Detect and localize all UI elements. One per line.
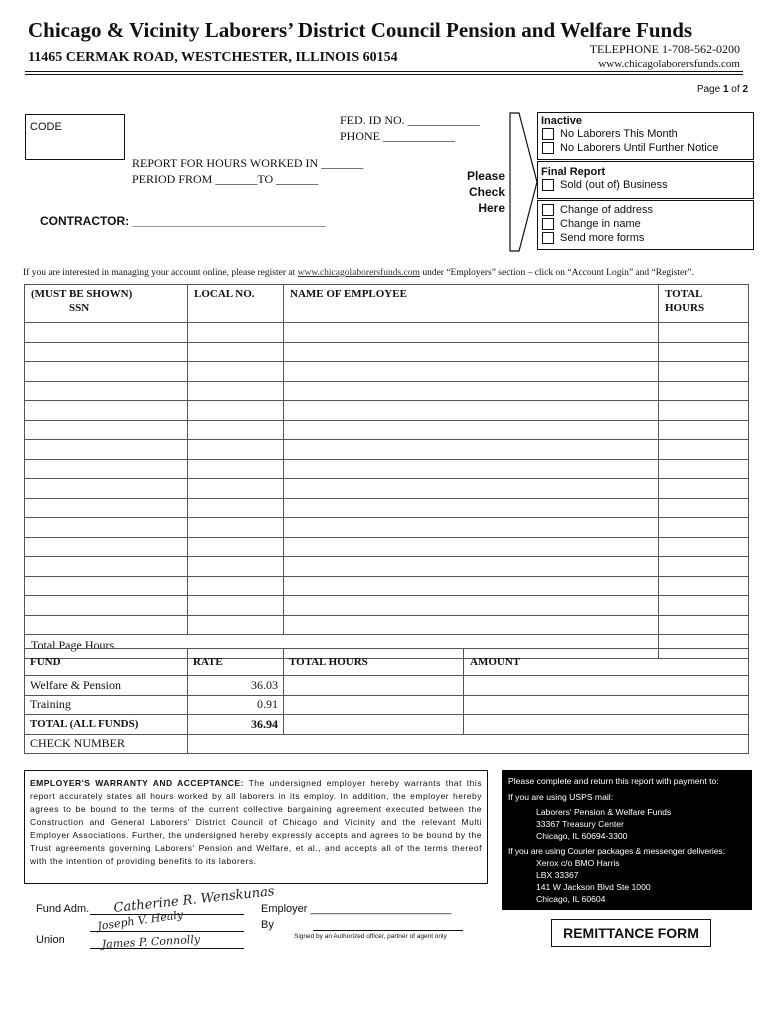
hours-cell[interactable] — [659, 342, 749, 362]
fund-name: Welfare & Pension — [25, 676, 188, 696]
name-cell[interactable] — [284, 537, 659, 557]
local-cell[interactable] — [188, 615, 284, 635]
page-number: Page 1 of 2 — [696, 84, 748, 95]
period-field[interactable]: PERIOD FROM _______TO _______ — [132, 172, 319, 186]
local-cell[interactable] — [188, 557, 284, 577]
table-row — [25, 479, 749, 499]
local-cell[interactable] — [188, 342, 284, 362]
hours-cell[interactable] — [659, 459, 749, 479]
name-cell[interactable] — [284, 596, 659, 616]
name-cell[interactable] — [284, 498, 659, 518]
local-cell[interactable] — [188, 420, 284, 440]
register-note: If you are interested in managing your account online, please register at www.chicagolaborersfunds.com under “Employers” section – click on “Account Login” and “Register”. — [23, 268, 695, 278]
local-cell[interactable] — [188, 576, 284, 596]
ssn-cell[interactable] — [25, 596, 188, 616]
hours-cell[interactable] — [659, 518, 749, 538]
table-row — [25, 459, 749, 479]
name-cell[interactable] — [284, 401, 659, 421]
code-label: CODE — [30, 121, 62, 133]
table-row — [25, 401, 749, 421]
signature-note: Signed by an Authorized officer, partner of agent only — [294, 933, 447, 940]
by-label: By — [261, 919, 274, 931]
fund-header-row — [25, 649, 749, 676]
check-number-label: CHECK NUMBER — [25, 734, 188, 754]
hours-cell[interactable] — [659, 557, 749, 577]
ssn-cell[interactable] — [25, 401, 188, 421]
other-options-group — [537, 200, 754, 250]
table-row — [25, 342, 749, 362]
fed-id-field[interactable]: FED. ID NO. ____________ — [340, 113, 480, 127]
register-link[interactable]: www.chicagolaborersfunds.com — [297, 268, 420, 278]
total-hours-fund-header: TOTAL HOURS — [284, 649, 464, 676]
fund-amount-cell[interactable] — [464, 695, 749, 715]
header-rule-2 — [25, 74, 743, 75]
fund-rate: 36.94 — [188, 715, 284, 735]
local-cell[interactable] — [188, 459, 284, 479]
fund-header: FUND — [25, 649, 188, 676]
hours-cell[interactable] — [659, 479, 749, 499]
phone-field[interactable]: PHONE ____________ — [340, 129, 456, 143]
name-cell[interactable] — [284, 420, 659, 440]
arrow-right-icon — [509, 112, 539, 252]
ssn-cell[interactable] — [25, 323, 188, 343]
fund-name: Training — [25, 695, 188, 715]
telephone: TELEPHONE 1-708-562-0200 — [589, 42, 740, 56]
table-row — [25, 518, 749, 538]
fund-rate: 36.03 — [188, 676, 284, 696]
name-cell[interactable] — [284, 576, 659, 596]
name-cell[interactable] — [284, 381, 659, 401]
mailing-instructions: Please complete and return this report with payment to: If you are using USPS mail: Laborers' Pension & Welfare Funds 33367 Treasury Center Chicago, IL 60694-3300 If you are using Courier packages & messenger deliveries: Xerox c/o BMO Harris LBX 33367 141 W Jackson Blvd Ste 1000 Chicago, IL 60604 — [502, 770, 752, 910]
hours-cell[interactable] — [659, 323, 749, 343]
signature-1: Catherine R. Wenskunas — [112, 884, 276, 916]
name-cell[interactable] — [284, 323, 659, 343]
table-row — [25, 362, 749, 382]
name-header: NAME OF EMPLOYEE — [284, 285, 659, 323]
table-row — [25, 615, 749, 635]
ssn-cell[interactable] — [25, 362, 188, 382]
name-cell[interactable] — [284, 440, 659, 460]
local-cell[interactable] — [188, 401, 284, 421]
final-report-group: Final Report Sold (out of) Business — [537, 161, 754, 199]
name-cell[interactable] — [284, 518, 659, 538]
checkbox-no-laborers-until-further-notice[interactable]: No Laborers Until Further Notice — [538, 141, 753, 155]
table-row — [25, 557, 749, 577]
ssn-cell[interactable] — [25, 381, 188, 401]
table-row — [25, 576, 749, 596]
fund-table — [24, 648, 749, 754]
hours-cell[interactable] — [659, 615, 749, 635]
contractor-field[interactable]: CONTRACTOR: _____________________________ — [40, 214, 326, 228]
ssn-cell[interactable] — [25, 576, 188, 596]
name-cell[interactable] — [284, 459, 659, 479]
report-hours-field[interactable]: REPORT FOR HOURS WORKED IN _______ — [132, 156, 364, 170]
signature-3: James P. Connolly — [101, 932, 201, 951]
ssn-cell[interactable] — [25, 615, 188, 635]
name-cell[interactable] — [284, 342, 659, 362]
employer-field[interactable]: Employer _______________________ — [261, 903, 452, 915]
ssn-cell[interactable] — [25, 440, 188, 460]
hours-cell[interactable] — [659, 596, 749, 616]
remittance-form-label: REMITTANCE FORM — [551, 919, 711, 947]
total-hours-header: TOTAL HOURS — [659, 285, 749, 323]
ssn-cell[interactable] — [25, 342, 188, 362]
fund-hours-cell[interactable] — [284, 695, 464, 715]
table-row — [25, 440, 749, 460]
fund-hours-cell[interactable] — [284, 715, 464, 735]
page-title: Chicago & Vicinity Laborers’ District Council Pension and Welfare Funds — [28, 18, 693, 42]
fund-hours-cell[interactable] — [284, 676, 464, 696]
checkbox-no-laborers-this-month[interactable]: No Laborers This Month — [538, 127, 753, 141]
local-cell[interactable] — [188, 537, 284, 557]
hours-cell[interactable] — [659, 537, 749, 557]
hours-cell[interactable] — [659, 401, 749, 421]
table-header-row — [25, 285, 749, 323]
hours-cell[interactable] — [659, 576, 749, 596]
fund-row — [25, 695, 749, 715]
fund-name: TOTAL (ALL FUNDS) — [25, 715, 188, 735]
name-cell[interactable] — [284, 615, 659, 635]
inactive-group: Inactive No Laborers This Month No Laborers Until Further Notice — [537, 112, 754, 160]
fund-adm-label: Fund Adm. — [36, 903, 90, 915]
ssn-cell[interactable] — [25, 420, 188, 440]
ssn-cell[interactable] — [25, 459, 188, 479]
checkbox-change-name[interactable]: Change in name — [538, 217, 753, 231]
header-rule — [25, 71, 743, 72]
local-cell[interactable] — [188, 518, 284, 538]
checkbox-sold-business[interactable]: Sold (out of) Business — [538, 178, 753, 192]
ssn-cell[interactable] — [25, 557, 188, 577]
local-cell[interactable] — [188, 440, 284, 460]
rate-header: RATE — [188, 649, 284, 676]
hours-cell[interactable] — [659, 362, 749, 382]
name-cell[interactable] — [284, 557, 659, 577]
ssn-cell[interactable] — [25, 518, 188, 538]
employee-table — [24, 284, 749, 659]
local-cell[interactable] — [188, 479, 284, 499]
fund-rate: 0.91 — [188, 695, 284, 715]
warranty-box: EMPLOYER'S WARRANTY AND ACCEPTANCE: The undersigned employer hereby warrants that this report accurately states all hours worked by all laborers in its employ. In addition, the employer hereby agrees to be bound to the terms of the current collective bargaining agreement executed between the Construction and General Laborers' District Council of Chicago and Vicinity and the relevant Multi Employer Associations. Further, the undersigned hereby expressly accepts and agrees to be bound by the Trust agreements governing Laborers' Pension and Welfare, et al., and accepts all of the terms thereof with the intention of providing benefits to its laborers. — [24, 770, 488, 884]
local-cell[interactable] — [188, 323, 284, 343]
signature-2: Joseph V. Healy — [96, 908, 184, 933]
total-page-hours-label: Total Page Hours — [25, 635, 659, 659]
checkbox-send-more-forms[interactable]: Send more forms — [538, 231, 753, 245]
table-row — [25, 420, 749, 440]
local-cell[interactable] — [188, 362, 284, 382]
table-row — [25, 381, 749, 401]
fund-row — [25, 676, 749, 696]
ssn-header: (MUST BE SHOWN) SSN — [25, 285, 188, 323]
table-row — [25, 596, 749, 616]
amount-header: AMOUNT — [464, 649, 749, 676]
hours-cell[interactable] — [659, 381, 749, 401]
local-cell[interactable] — [188, 596, 284, 616]
table-row — [25, 323, 749, 343]
union-label: Union — [36, 934, 65, 946]
name-cell[interactable] — [284, 479, 659, 499]
fund-address: 11465 CERMAK ROAD, WESTCHESTER, ILLINOIS 60154 — [28, 50, 398, 65]
fund-total-row — [25, 715, 749, 735]
website: www.chicagolaborersfunds.com — [598, 58, 740, 70]
by-signature-line[interactable] — [313, 930, 463, 931]
hours-cell[interactable] — [659, 440, 749, 460]
fund-amount-cell[interactable] — [464, 676, 749, 696]
code-box[interactable] — [25, 114, 125, 160]
name-cell[interactable] — [284, 362, 659, 382]
please-check-label: Please Check Here — [466, 169, 505, 215]
ssn-cell[interactable] — [25, 479, 188, 499]
hours-cell[interactable] — [659, 420, 749, 440]
fund-amount-cell[interactable] — [464, 715, 749, 735]
table-row — [25, 537, 749, 557]
local-cell[interactable] — [188, 381, 284, 401]
table-row — [25, 498, 749, 518]
hours-cell[interactable] — [659, 498, 749, 518]
local-cell[interactable] — [188, 498, 284, 518]
check-number-row — [25, 734, 749, 754]
local-header: LOCAL NO. — [188, 285, 284, 323]
check-number-cell[interactable] — [188, 734, 749, 754]
ssn-cell[interactable] — [25, 498, 188, 518]
ssn-cell[interactable] — [25, 537, 188, 557]
checkbox-change-address[interactable]: Change of address — [538, 203, 753, 217]
